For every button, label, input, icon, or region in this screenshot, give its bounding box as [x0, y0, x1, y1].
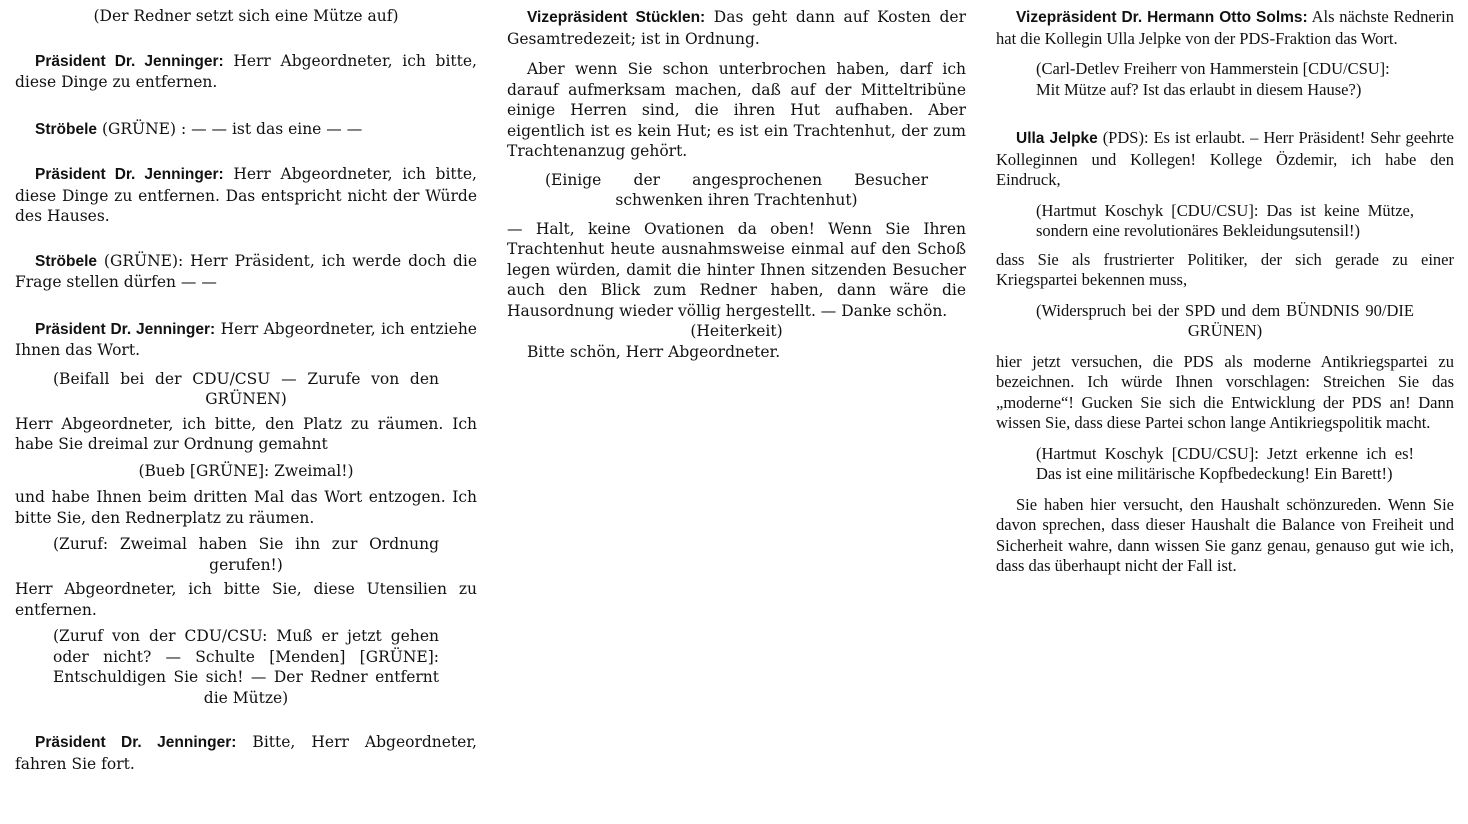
speech-paragraph: Ulla Jelpke (PDS): Es ist erlaubt. – Herr Präsident! Sehr geehrte Kolleginnen und Kollegen! Kollege Özdemir, ich habe den Eindruck,	[996, 128, 1454, 189]
interjection: (Zuruf von der CDU/CSU: Muß er jetzt gehen oder nicht? — Schulte [Menden] [GRÜNE]: Entschuldigen Sie sich! — Der Redner entfernt die Mütze)	[53, 627, 439, 707]
speaker-name: Ulla Jelpke	[1016, 130, 1098, 147]
interjection: (Bueb [GRÜNE]: Zweimal!)	[138, 461, 354, 480]
speech-paragraph: Präsident Dr. Jenninger: Herr Abgeordneter, ich bitte, diese Dinge zu entfernen.	[15, 51, 477, 91]
speech-paragraph: Ströbele (GRÜNE) : — — ist das eine — —	[35, 119, 363, 138]
speech-paragraph: hier jetzt versuchen, die PDS als moderne Antikriegspartei zu bezeichnen. Ich würde Ihnen vorschlagen: Streichen Sie das „moderne“! Gucken Sie sich die Entwicklung der PDS an! Dann wissen Sie, dass diese Partei schon lange Antikriegspolitik macht.	[996, 351, 1454, 432]
speech-paragraph: Vizepräsident Dr. Hermann Otto Solms: Als nächste Rednerin hat die Kollegin Ulla Jelpke von der PDS-Fraktion das Wort.	[996, 7, 1454, 48]
speaker-name: Präsident Dr. Jenninger:	[35, 166, 224, 183]
speech-paragraph: Präsident Dr. Jenninger: Bitte, Herr Abgeordneter, fahren Sie fort.	[15, 733, 477, 773]
speaker-name: Vizepräsident Stücklen:	[527, 9, 706, 26]
speaker-name: Vizepräsident Dr. Hermann Otto Solms:	[1016, 9, 1308, 26]
stage-direction: (Der Redner setzt sich eine Mütze auf)	[93, 7, 399, 25]
speech-paragraph: Bitte schön, Herr Abgeordneter.	[527, 342, 781, 361]
interjection: (Beifall bei der CDU/CSU — Zurufe von den GRÜNEN)	[53, 369, 439, 408]
interjection: (Einige der angesprochenen Besucher schwenken ihren Trachtenhut)	[545, 170, 928, 209]
speech-paragraph: Präsident Dr. Jenninger: Herr Abgeordneter, ich entziehe Ihnen das Wort.	[15, 319, 477, 359]
column-middle	[507, 0, 966, 362]
speech-paragraph: und habe Ihnen beim dritten Mal das Wort entzogen. Ich bitte Sie, den Rednerplatz zu räumen.	[15, 488, 477, 527]
speech-paragraph: Vizepräsident Stücklen: Das geht dann auf Kosten der Gesamtredezeit; ist in Ordnung.	[507, 8, 966, 48]
speech-paragraph: Aber wenn Sie schon unterbrochen haben, darf ich darauf aufmerksam machen, daß auf der Mitteltribüne einige Herren sind, die ihren Hut aufhaben. Aber eigentlich ist es kein Hut; es ist ein Trachtenhut, der zum Trachtenanzug gehört.	[507, 60, 966, 160]
speech-paragraph: — Halt, keine Ovationen da oben! Wenn Sie Ihren Trachtenhut heute ausnahmsweise einmal auf den Schoß legen würden, damit die hinter Ihnen sitzenden Besucher auch den Blick zum Redner haben, dann wäre die Hausordnung wieder völlig hergestellt. — Danke schön.	[507, 219, 966, 320]
speaker-name: Präsident Dr. Jenninger:	[35, 52, 224, 70]
speech-paragraph: Sie haben hier versucht, den Haushalt schönzureden. Wenn Sie davon sprechen, dass dieser Haushalt die Balance von Freiheit und Sicherheit wahre, dann wissen Sie ganz genau, genauso gut wie ich, dass das überhaupt nicht der Fall ist.	[996, 494, 1454, 575]
speech-paragraph: dass Sie als frustrierter Politiker, der sich gerade zu einer Kriegspartei bekennen muss,	[996, 249, 1454, 289]
speaker-name: Ströbele	[35, 252, 98, 270]
speech-paragraph: Präsident Dr. Jenninger: Herr Abgeordneter, ich bitte, diese Dinge zu entfernen. Das entspricht nicht der Würde des Hauses.	[15, 165, 477, 225]
speaker-name: Präsident Dr. Jenninger:	[35, 320, 216, 338]
column-left	[15, 0, 477, 774]
interjection: (Widerspruch bei der SPD und dem BÜNDNIS 90/DIE GRÜNEN)	[1036, 300, 1414, 340]
interjection: (Hartmut Koschyk [CDU/CSU]: Das ist keine Mütze, sondern eine revolutionäres Bekleidungsutensil!)	[1036, 200, 1414, 240]
speech-paragraph: Ströbele (GRÜNE): Herr Präsident, ich werde doch die Frage stellen dürfen — —	[15, 251, 477, 291]
interjection: (Zuruf: Zweimal haben Sie ihn zur Ordnung gerufen!)	[53, 535, 439, 574]
speaker-name: Ströbele	[35, 120, 98, 138]
interjection: (Carl-Detlev Freiherr von Hammerstein [CDU/CSU]: Mit Mütze auf? Ist das erlaubt in diesem Hause?)	[1036, 59, 1390, 99]
column-right	[996, 0, 1454, 577]
speech-paragraph: Herr Abgeordneter, ich bitte, den Platz zu räumen. Ich habe Sie dreimal zur Ordnung gemahnt	[15, 414, 477, 453]
speaker-name: Präsident Dr. Jenninger:	[35, 734, 237, 751]
speech-paragraph: Herr Abgeordneter, ich bitte Sie, diese Utensilien zu entfernen.	[15, 580, 477, 619]
interjection: (Heiterkeit)	[690, 322, 783, 340]
interjection: (Hartmut Koschyk [CDU/CSU]: Jetzt erkenne ich es! Das ist eine militärische Kopfbedeckung! Ein Barett!)	[1036, 443, 1414, 483]
